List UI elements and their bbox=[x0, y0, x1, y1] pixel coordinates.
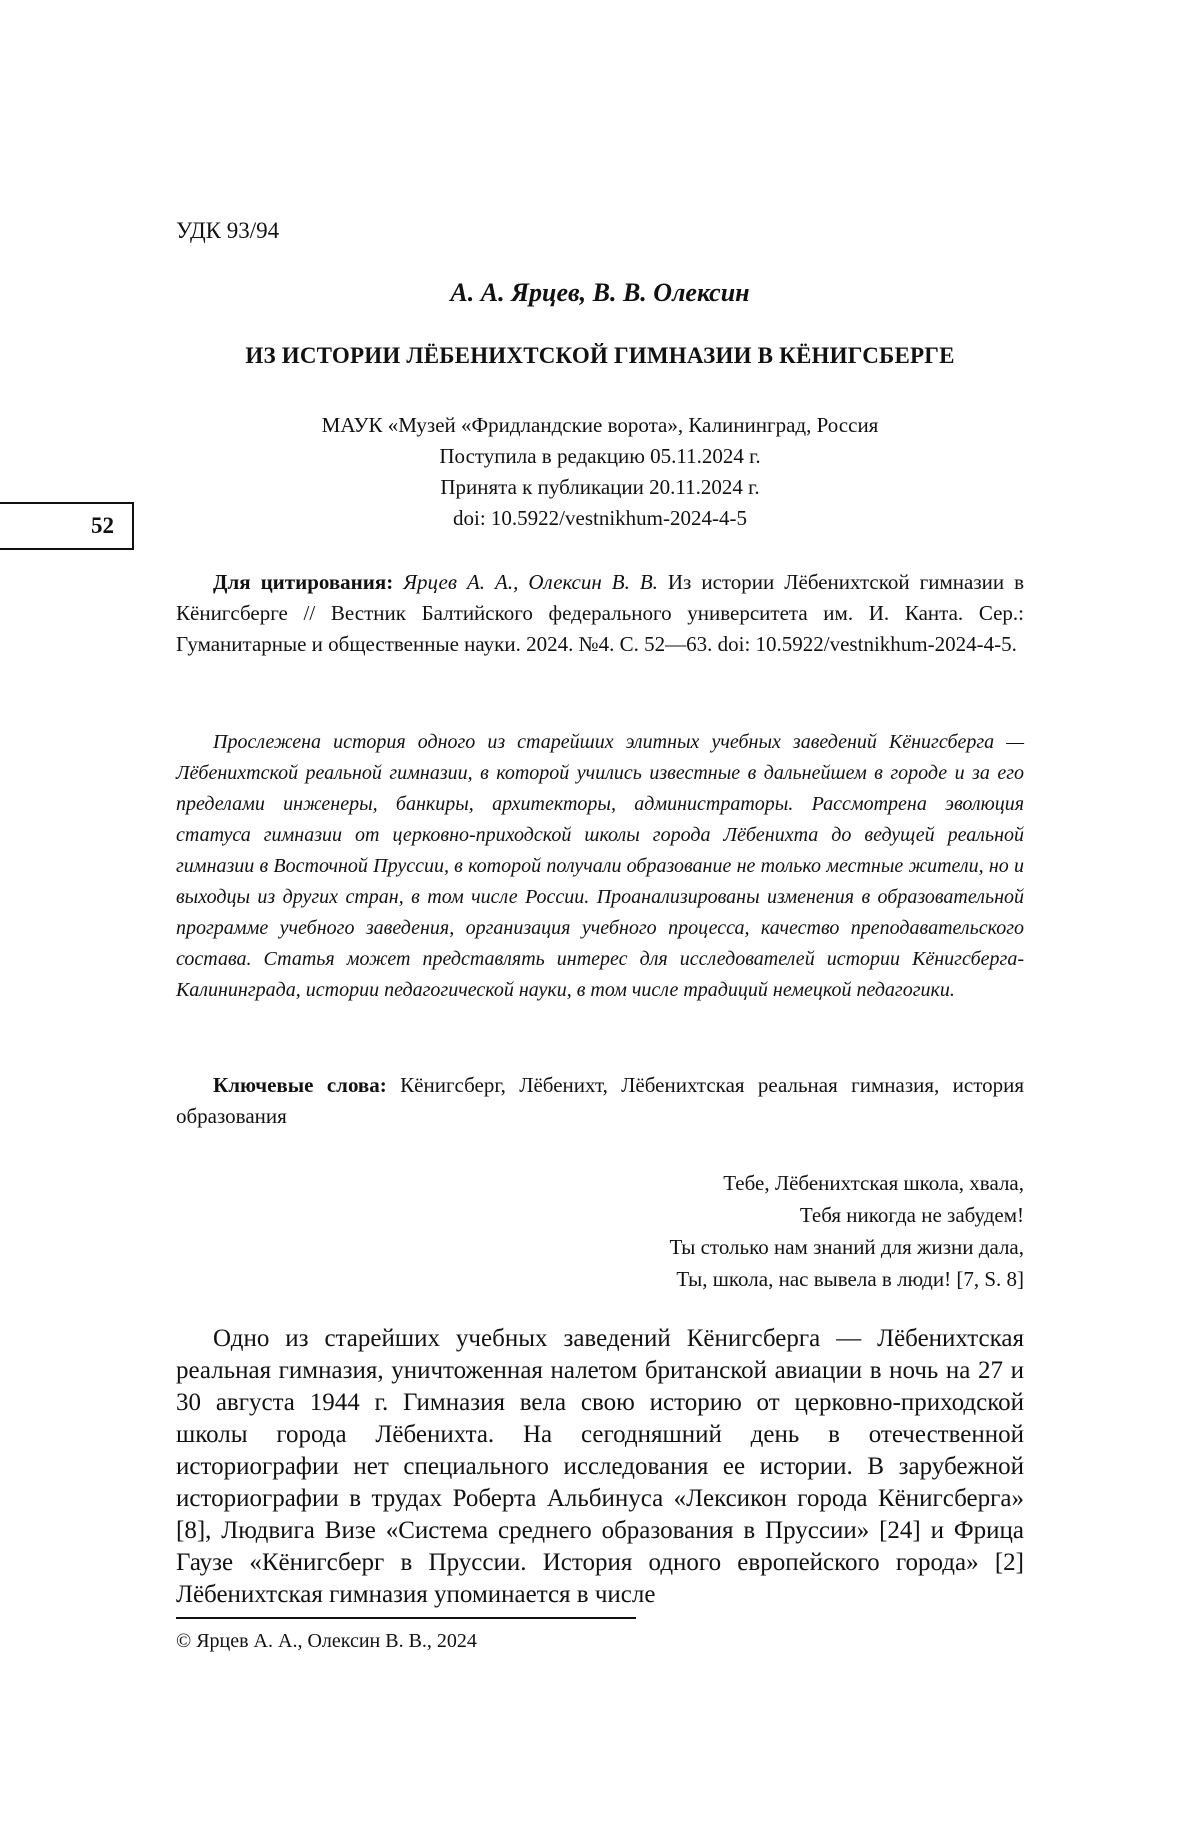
page-number: 52 bbox=[0, 502, 134, 550]
citation-block bbox=[176, 567, 1024, 660]
received-date: Поступила в редакцию 05.11.2024 г. bbox=[439, 444, 761, 468]
epigraph-line: Ты, школа, нас вывела в люди! [7, S. 8] bbox=[676, 1267, 1024, 1291]
udk-code: УДК 93/94 bbox=[176, 218, 280, 243]
affiliation: МАУК «Музей «Фридландские ворота», Калининград, Россия bbox=[321, 413, 879, 437]
article-authors: А. А. Ярцев, В. В. Олексин bbox=[450, 278, 750, 307]
body-paragraph: Одно из старейших учебных заведений Кёнигсберга — Лёбенихтская реальная гимназия, уничтоженная налетом британской авиации в ночь на 27 и 30 августа 1944 г. Гимназия вела свою историю от церковно-приходской школы города Лёбенихта. На сегодняшний день в отечественной историографии нет специального исследования ее истории. В зарубежной историографии в трудах Роберта Альбинуса «Лексикон города Кёнигсберга» [8], Людвига Визе «Система среднего образования в Пруссии» [24] и Фрица Гаузе «Кёнигсберг в Пруссии. История одного европейского города» [2] Лёбенихтская гимназия упоминается в числе bbox=[176, 1325, 1024, 1608]
keywords-text: Кёнигсберг, Лёбенихт, Лёбенихтская реальная гимназия, история образования bbox=[176, 1073, 1024, 1128]
epigraph bbox=[176, 1167, 1024, 1295]
article-title: ИЗ ИСТОРИИ ЛЁБЕНИХТСКОЙ ГИМНАЗИИ В КЁНИГСБЕРГЕ bbox=[245, 343, 955, 368]
citation-label: Для цитирования: bbox=[213, 570, 394, 594]
citation-text: Из истории Лёбенихтской гимназии в Кёнигсберге // Вестник Балтийского федерального университета им. И. Канта. Сер.: Гуманитарные и общественные науки. 2024. №4. С. 52—63. doi: 10.5922/vestnikhum-2024-4-5. bbox=[176, 570, 1024, 656]
epigraph-line: Тебя никогда не забудем! bbox=[799, 1203, 1024, 1227]
abstract: Прослежена история одного из старейших элитных учебных заведений Кёнигсберга — Лёбенихтской реальной гимназии, в которой учились известные в дальнейшем в городе и за его пределами инженеры, банкиры, архитекторы, администраторы. Рассмотрена эволюция статуса гимназии от церковно-приходской школы города Лёбенихта до ведущей реальной гимназии в Восточной Пруссии, в которой получали образование не только местные жители, но и выходцы из других стран, в том числе России. Проанализированы изменения в образовательной программе учебного заведения, организация учебного процесса, качество преподавательского состава. Статья может представлять интерес для исследователей истории Кёнигсберга-Калининграда, истории педагогической науки, в том числе традиций немецкой педагогики. bbox=[176, 731, 1024, 1001]
doi: doi: 10.5922/vestnikhum-2024-4-5 bbox=[453, 506, 747, 530]
article-meta bbox=[176, 410, 1024, 534]
citation-authors: Ярцев А. А., Олексин В. В. bbox=[403, 570, 658, 594]
copyright-notice: © Ярцев А. А., Олексин В. В., 2024 bbox=[176, 1630, 477, 1652]
epigraph-line: Ты столько нам знаний для жизни дала, bbox=[669, 1235, 1024, 1259]
keywords-block bbox=[176, 1070, 1024, 1132]
footnote-divider bbox=[176, 1617, 636, 1619]
accepted-date: Принята к публикации 20.11.2024 г. bbox=[440, 475, 760, 499]
keywords-label: Ключевые слова: bbox=[213, 1073, 387, 1097]
epigraph-line: Тебе, Лёбенихтская школа, хвала, bbox=[723, 1171, 1024, 1195]
